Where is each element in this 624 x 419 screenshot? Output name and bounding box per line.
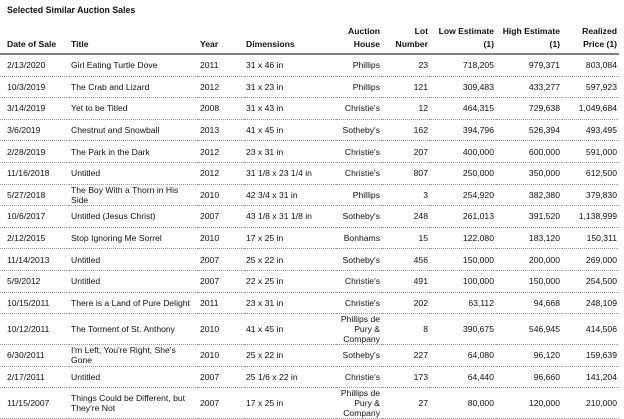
cell-lot-number: 8 — [382, 314, 430, 345]
cell-lot-number: 173 — [382, 366, 430, 388]
cell-title: Girl Eating Turtle Dove — [69, 54, 198, 76]
cell-title: Untitled (Jesus Christ) — [69, 206, 198, 228]
cell-date-of-sale: 2/17/2011 — [0, 366, 69, 388]
cell-dimensions: 22 x 25 in — [244, 270, 336, 292]
cell-date-of-sale: 3/14/2019 — [0, 98, 69, 120]
cell-year: 2007 — [198, 270, 244, 292]
cell-lot-number: 27 — [382, 388, 430, 419]
cell-date-of-sale: 11/14/2013 — [0, 249, 69, 271]
cell-auction-house: Sotheby's — [336, 249, 382, 271]
cell-auction-house: Bonhams — [336, 227, 382, 249]
cell-high-estimate: 96,660 — [496, 366, 562, 388]
cell-high-estimate: 94,668 — [496, 292, 562, 314]
cell-lot-number: 491 — [382, 270, 430, 292]
cell-low-estimate: 250,000 — [430, 162, 496, 184]
cell-high-estimate: 350,000 — [496, 162, 562, 184]
cell-year: 2008 — [198, 98, 244, 120]
table-row — [0, 119, 619, 141]
cell-year: 2013 — [198, 119, 244, 141]
table-row — [0, 76, 619, 98]
cell-auction-house: Christie's — [336, 366, 382, 388]
cell-year: 2007 — [198, 388, 244, 419]
cell-date-of-sale: 3/6/2019 — [0, 119, 69, 141]
table-row — [0, 388, 619, 419]
cell-high-estimate: 120,000 — [496, 388, 562, 419]
cell-title: The Crab and Lizard — [69, 76, 198, 98]
cell-date-of-sale: 10/12/2011 — [0, 314, 69, 345]
cell-low-estimate: 80,000 — [430, 388, 496, 419]
cell-dimensions: 31 x 46 in — [244, 54, 336, 76]
cell-lot-number: 207 — [382, 141, 430, 163]
cell-title: The Park in the Dark — [69, 141, 198, 163]
cell-low-estimate: 261,013 — [430, 206, 496, 228]
cell-date-of-sale: 5/9/2012 — [0, 270, 69, 292]
cell-auction-house: Phillips — [336, 184, 382, 206]
cell-high-estimate: 600,000 — [496, 141, 562, 163]
cell-year: 2010 — [198, 314, 244, 345]
cell-high-estimate: 546,945 — [496, 314, 562, 345]
cell-dimensions: 17 x 25 in — [244, 227, 336, 249]
cell-realized-price: 1,049,684 — [562, 98, 619, 120]
cell-high-estimate: 382,380 — [496, 184, 562, 206]
cell-year: 2011 — [198, 292, 244, 314]
table-row — [0, 206, 619, 228]
cell-high-estimate: 729,638 — [496, 98, 562, 120]
table-row — [0, 141, 619, 163]
cell-title: Untitled — [69, 249, 198, 271]
cell-year: 2007 — [198, 206, 244, 228]
table-row — [0, 366, 619, 388]
cell-title: The Torment of St. Anthony — [69, 314, 198, 345]
cell-realized-price: 597,923 — [562, 76, 619, 98]
cell-dimensions: 25 x 22 in — [244, 345, 336, 367]
cell-lot-number: 15 — [382, 227, 430, 249]
table-row — [0, 270, 619, 292]
cell-auction-house: Phillips de Pury & Company — [336, 314, 382, 345]
cell-auction-house: Christie's — [336, 98, 382, 120]
cell-year: 2012 — [198, 76, 244, 98]
cell-realized-price: 248,109 — [562, 292, 619, 314]
cell-lot-number: 807 — [382, 162, 430, 184]
cell-realized-price: 141,204 — [562, 366, 619, 388]
cell-low-estimate: 464,315 — [430, 98, 496, 120]
table-row — [0, 54, 619, 76]
auction-sales-table — [0, 25, 619, 419]
cell-low-estimate: 254,920 — [430, 184, 496, 206]
cell-year: 2010 — [198, 345, 244, 367]
cell-auction-house: Christie's — [336, 270, 382, 292]
cell-lot-number: 3 — [382, 184, 430, 206]
cell-auction-house: Christie's — [336, 292, 382, 314]
cell-realized-price: 414,506 — [562, 314, 619, 345]
cell-low-estimate: 63,112 — [430, 292, 496, 314]
table-title: Selected Similar Auction Sales — [7, 5, 136, 15]
cell-dimensions: 42 3/4 x 31 in — [244, 184, 336, 206]
cell-title: Untitled — [69, 162, 198, 184]
cell-title: Chestnut and Snowball — [69, 119, 198, 141]
cell-high-estimate: 150,000 — [496, 270, 562, 292]
cell-year: 2007 — [198, 366, 244, 388]
cell-low-estimate: 64,080 — [430, 345, 496, 367]
cell-low-estimate: 122,080 — [430, 227, 496, 249]
table-row — [0, 314, 619, 345]
cell-realized-price: 150,311 — [562, 227, 619, 249]
cell-title: Untitled — [69, 366, 198, 388]
table-row — [0, 227, 619, 249]
cell-low-estimate: 100,000 — [430, 270, 496, 292]
cell-auction-house: Sotheby's — [336, 206, 382, 228]
column-header-high-estimate: High Estimate (1) — [496, 25, 562, 54]
cell-auction-house: Sotheby's — [336, 119, 382, 141]
cell-dimensions: 31 1/8 x 23 1/4 in — [244, 162, 336, 184]
cell-title: The Boy With a Thorn in His Side — [69, 184, 198, 206]
cell-dimensions: 23 x 31 in — [244, 141, 336, 163]
column-header-title: Title — [69, 25, 198, 54]
cell-year: 2010 — [198, 184, 244, 206]
cell-title: Things Could be Different, but They're Not — [69, 388, 198, 419]
cell-high-estimate: 979,371 — [496, 54, 562, 76]
cell-date-of-sale: 10/3/2019 — [0, 76, 69, 98]
cell-auction-house: Christie's — [336, 141, 382, 163]
cell-dimensions: 25 1/6 x 22 in — [244, 366, 336, 388]
cell-realized-price: 269,000 — [562, 249, 619, 271]
cell-low-estimate: 150,000 — [430, 249, 496, 271]
cell-dimensions: 31 x 23 in — [244, 76, 336, 98]
cell-auction-house: Phillips — [336, 54, 382, 76]
table-row — [0, 249, 619, 271]
cell-year: 2012 — [198, 162, 244, 184]
cell-high-estimate: 183,120 — [496, 227, 562, 249]
column-header-low-estimate: Low Estimate (1) — [430, 25, 496, 54]
cell-realized-price: 379,830 — [562, 184, 619, 206]
cell-high-estimate: 200,000 — [496, 249, 562, 271]
table-row — [0, 345, 619, 367]
cell-dimensions: 17 x 25 in — [244, 388, 336, 419]
table-row — [0, 292, 619, 314]
cell-auction-house: Phillips — [336, 76, 382, 98]
cell-date-of-sale: 10/15/2011 — [0, 292, 69, 314]
column-header-lot-number: Lot Number — [382, 25, 430, 54]
column-header-date-of-sale: Date of Sale — [0, 25, 69, 54]
cell-auction-house: Phillips de Pury & Company — [336, 388, 382, 419]
cell-dimensions: 41 x 45 in — [244, 119, 336, 141]
cell-date-of-sale: 2/28/2019 — [0, 141, 69, 163]
column-header-realized-price: Realized Price (1) — [562, 25, 619, 54]
cell-auction-house: Christie's — [336, 162, 382, 184]
cell-lot-number: 12 — [382, 98, 430, 120]
cell-lot-number: 202 — [382, 292, 430, 314]
cell-title: Untitled — [69, 270, 198, 292]
cell-realized-price: 254,500 — [562, 270, 619, 292]
cell-low-estimate: 400,000 — [430, 141, 496, 163]
cell-date-of-sale: 10/6/2017 — [0, 206, 69, 228]
cell-low-estimate: 309,483 — [430, 76, 496, 98]
cell-high-estimate: 526,394 — [496, 119, 562, 141]
cell-low-estimate: 718,205 — [430, 54, 496, 76]
cell-low-estimate: 390,675 — [430, 314, 496, 345]
table-row — [0, 162, 619, 184]
cell-date-of-sale: 6/30/2011 — [0, 345, 69, 367]
cell-lot-number: 456 — [382, 249, 430, 271]
table-row — [0, 184, 619, 206]
cell-lot-number: 162 — [382, 119, 430, 141]
cell-dimensions: 41 x 45 in — [244, 314, 336, 345]
cell-high-estimate: 391,520 — [496, 206, 562, 228]
cell-title: Yet to be Titled — [69, 98, 198, 120]
cell-low-estimate: 64,440 — [430, 366, 496, 388]
column-header-year: Year — [198, 25, 244, 54]
cell-realized-price: 1,138,999 — [562, 206, 619, 228]
cell-date-of-sale: 5/27/2018 — [0, 184, 69, 206]
cell-year: 2007 — [198, 249, 244, 271]
cell-title: I'm Left, You're Right, She's Gone — [69, 345, 198, 367]
cell-lot-number: 227 — [382, 345, 430, 367]
column-header-dimensions: Dimensions — [244, 25, 336, 54]
cell-dimensions: 31 x 43 in — [244, 98, 336, 120]
cell-lot-number: 248 — [382, 206, 430, 228]
cell-realized-price: 493,495 — [562, 119, 619, 141]
cell-auction-house: Sotheby's — [336, 345, 382, 367]
cell-dimensions: 25 x 22 in — [244, 249, 336, 271]
cell-realized-price: 612,500 — [562, 162, 619, 184]
cell-realized-price: 210,000 — [562, 388, 619, 419]
cell-date-of-sale: 11/15/2007 — [0, 388, 69, 419]
cell-date-of-sale: 11/16/2018 — [0, 162, 69, 184]
table-header-row — [0, 25, 619, 54]
cell-realized-price: 591,000 — [562, 141, 619, 163]
cell-high-estimate: 96,120 — [496, 345, 562, 367]
cell-high-estimate: 433,277 — [496, 76, 562, 98]
table-row — [0, 98, 619, 120]
cell-lot-number: 121 — [382, 76, 430, 98]
cell-year: 2011 — [198, 54, 244, 76]
cell-title: Stop Ignoring Me Sorrel — [69, 227, 198, 249]
cell-realized-price: 803,084 — [562, 54, 619, 76]
cell-lot-number: 23 — [382, 54, 430, 76]
cell-dimensions: 43 1/8 x 31 1/8 in — [244, 206, 336, 228]
cell-title: There is a Land of Pure Delight — [69, 292, 198, 314]
column-header-auction-house: Auction House — [336, 25, 382, 54]
cell-date-of-sale: 2/12/2015 — [0, 227, 69, 249]
cell-dimensions: 23 x 31 in — [244, 292, 336, 314]
cell-year: 2012 — [198, 141, 244, 163]
cell-year: 2010 — [198, 227, 244, 249]
cell-date-of-sale: 2/13/2020 — [0, 54, 69, 76]
cell-realized-price: 159,639 — [562, 345, 619, 367]
cell-low-estimate: 394,796 — [430, 119, 496, 141]
